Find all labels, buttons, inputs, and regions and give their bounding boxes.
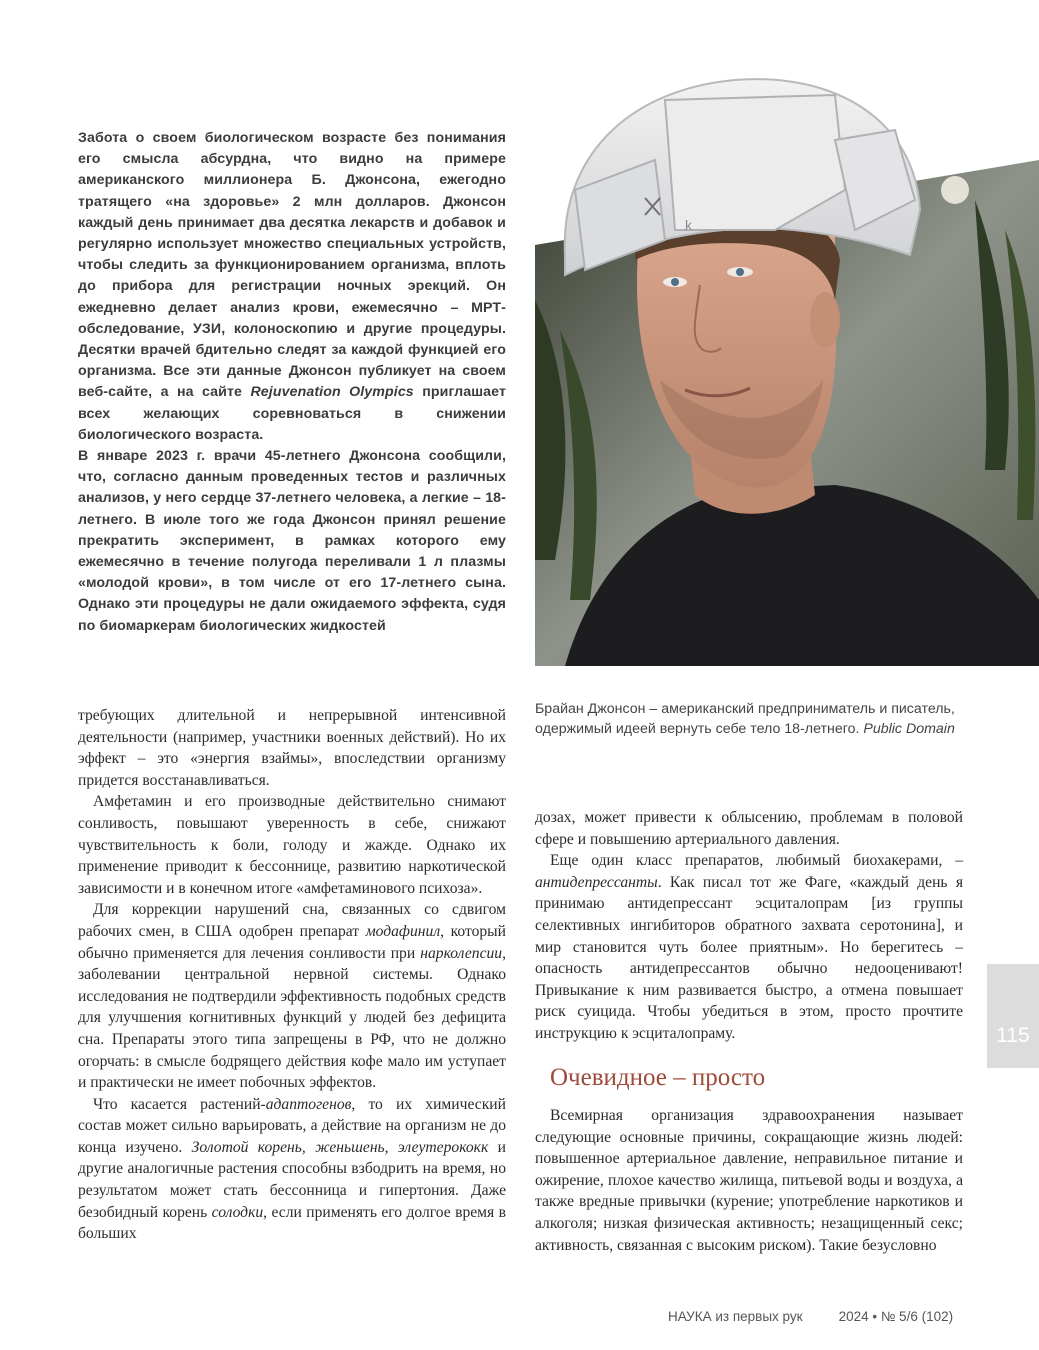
site-name: Rejuvenation Olympics [250,384,414,401]
photo-bryan-johnson [535,0,1039,666]
issue-number: 2024 • № 5/6 (102) [838,1309,954,1324]
magazine-name: НАУКА из первых рук [668,1309,803,1324]
body-paragraph: Что касается растений-адаптогенов, то их химический состав может сильно варьировать, а действие на организм не до конца изучено. Золотой корень, женьшень, элеутерококк и другие аналогичные растения способны взбодрить на время, но результатом может стать бессонница и гипертония. Даже безобидный корень солодки, если применять его долгое время в больших [78,1095,506,1243]
body-paragraph: Всемирная организация здравоохранения называет следующие основные причины, сокращающие жизнь людей: повышенное артериальное давление, неправильное питание и ожирение, плохое качество жилища, питьевой воды и воздуха, а также вредные привычки (курение; употребление наркотиков и алкоголя; низкая физическая активность; незащищенный секс; активность, связанная с высоким риском). Такие безусловно [535,1107,963,1254]
caption-source: Public Domain [863,720,955,737]
body-paragraph: дозах, может привести к облысению, проблемам в половой сфере и повышению артериального давления. [535,809,963,848]
section-heading: Очевидное – просто [550,1064,766,1091]
sidebar-text [78,128,506,637]
body-paragraph: Для коррекции нарушений сна, связанных со сдвигом рабочих смен, в США одобрен препарат модафинил, который обычно применяется для лечения сонливости при нарколепсии, заболевании центральной нервной системы. Однако исследования не подтвердили эффективность подобных средств для улучшения когнитивных функций у людей без дефицита сна. Препараты этого типа запрещены в РФ, что не должно огорчать: в смысле бодрящего действия кофе мало им уступает и практически не имеет побочных эффектов. [78,901,506,1092]
sidebar-paragraph: Забота о своем биологическом возрасте без понимания его смысла абсурдна, что видно на примере американского миллионера Б. Джонсона, ежегодно тратящего «на здоровье» 2 млн долларов. Джонсон каждый день принимает два десятка лекарств и добавок и регулярно использует множество специальных устройств, чтобы следить за функционированием организма, вплоть до прибора для регистрации ночных эрекций. Он ежедневно делает анализ крови, ежемесячно – МРТ-обследование, УЗИ, колоноскопию и другие процедуры. Десятки врачей бдительно следят за каждой функцией его организма. Все эти данные Джонсон публикует на своем веб-сайте, а на сайте Rejuvenation Olympics приглашает всех желающих соревноваться в снижении биологического возраста. [78,130,507,443]
body-paragraph: требующих длительной и непрерывной интенсивной деятельности (например, участники военных действий). Но их эффект – это «энергия взаймы», впоследствии организму придется восстанавливаться. [78,707,506,789]
left-column [78,705,506,1245]
right-column-upper [535,807,963,1045]
sidebar-paragraph: В январе 2023 г. врачи 45-летнего Джонсона сообщили, что, согласно данным проведенных тестов и различных анализов, у него сердце 37-летнего человека, а легкие – 18-летнего. В июле того же года Джонсон принял решение прекратить эксперимент, в рамках которого ему ежемесячно в течение полугода переливали 1 л плазмы «молодой крови», в том числе от его 17-летнего сына. Однако эти процедуры не дали ожидаемого эффекта, судя по биомаркерам биологических жидкостей [78,448,506,634]
right-column-lower [535,1105,963,1256]
svg-text:k: k [685,217,692,233]
page-number: 115 [996,1024,1030,1047]
footer [668,1309,957,1324]
page-tab [987,964,1039,1068]
photo-caption: Брайан Джонсон – американский предприниматель и писатель, одержимый идеей вернуть себе тело 18-летнего. Public Domain [535,701,955,737]
body-paragraph: Амфетамин и его производные действительно снимают сонливость, повышают уверенность в себе, снижают чувствительность к боли, голоду и жажде. Однако их применение приводит к бессоннице, развитию наркотической зависимости и в конечном итоге «амфетаминового психоза». [78,793,506,897]
body-paragraph: Еще один класс препаратов, любимый биохакерами, – антидепрессанты. Как писал тот же Фаге, «каждый день я принимаю антидепрессант эсциталопрам [из группы селективных ингибиторов обратного захвата серотонина], и мир становится чуть более приятным». Но берегитесь – опасность антидепрессантов обычно недооценивают! Привыкание к ним развивается быстро, а отмена повышает риск суицида. Чтобы убедиться в этом, просто прочтите инструкцию к эсциталопраму. [535,852,963,1042]
